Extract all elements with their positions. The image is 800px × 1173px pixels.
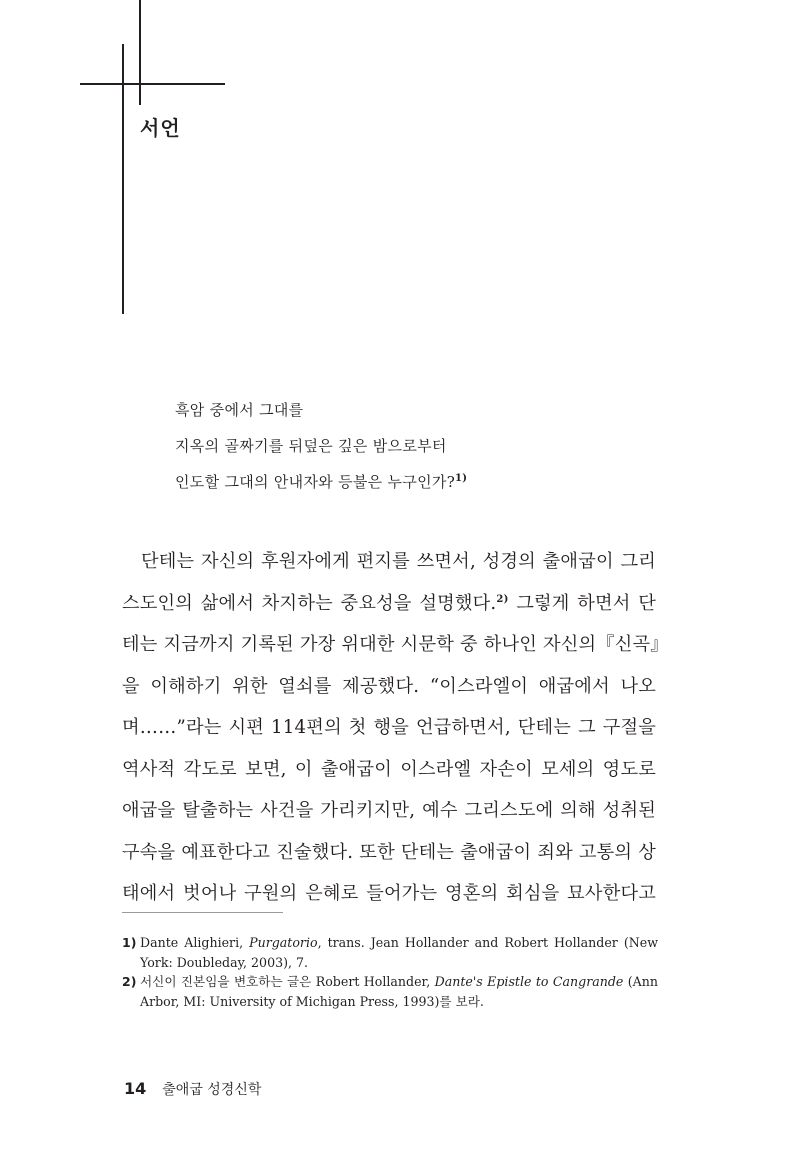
footnote-2: 2) 서신이 진본임을 변호하는 글은 Robert Hollander, Dante's Epistle to Cangrande (Ann Arbor, MI: University of Michigan Press, 1993)를 보라. (122, 972, 658, 1011)
epigraph-line: 흑암 중에서 그대를 (175, 401, 304, 419)
body-line: 역사적 각도로 보면, 이 출애굽이 이스라엘 자손이 모세의 영도로 (122, 758, 656, 780)
body-line: 스도인의 삶에서 차지하는 중요성을 설명했다.$^{2)}$ 그렇게 하면서 단 (122, 592, 656, 614)
footnote-ref[interactable]: 1) (455, 473, 468, 484)
body-line: 테는 지금까지 기록된 가장 위대한 시문학 중 하나인 자신의『신곡』 (122, 634, 669, 655)
footnotes (122, 933, 658, 1011)
chapter-title: 서언 (140, 116, 181, 140)
footnote-1: 1) Dante Alighieri, Purgatorio, trans. Jean Hollander and Robert Hollander (New York: Doubleday, 2003), 7. (122, 933, 658, 972)
body-line: 구속을 예표한다고 진술했다. 또한 단테는 출애굽이 죄와 고통의 상 (122, 841, 656, 863)
running-title: 출애굽 성경신학 (162, 1082, 262, 1098)
body-line: 태에서 벗어나 구원의 은혜로 들어가는 영혼의 회심을 묘사한다고 (122, 883, 656, 904)
epigraph (175, 392, 655, 500)
body-line: 을 이해하기 위한 열쇠를 제공했다. “이스라엘이 애굽에서 나오 (122, 675, 656, 697)
body-line: 며……”라는 시편 114편의 첫 행을 언급하면서, 단테는 그 구절을 (122, 717, 656, 738)
decorative-horizontal-rule (80, 83, 225, 85)
book-title-italic: Dante's Epistle to Cangrande (434, 974, 624, 989)
body-paragraph (122, 541, 669, 915)
footnote-number: 2) (122, 974, 137, 989)
footnote-ref[interactable]: 2) (496, 593, 509, 605)
epigraph-line: 지옥의 골짜기를 뒤덮은 깊은 밤으로부터 (175, 437, 447, 455)
footnote-number: 1) (122, 935, 137, 950)
page-footer (124, 1079, 261, 1100)
body-line: 애굽을 탈출하는 사건을 가리키지만, 예수 그리스도에 의해 성취된 (122, 800, 656, 821)
epigraph-line: 인도할 그대의 안내자와 등불은 누구인가?$^{1)}$ (175, 473, 468, 491)
decorative-vertical-rule-short (139, 0, 141, 105)
body-line: 단테는 자신의 후원자에게 편지를 쓰면서, 성경의 출애굽이 그리 (141, 551, 656, 572)
book-title-italic: Purgatorio (249, 935, 318, 950)
footnote-separator (122, 912, 283, 913)
page-number: 14 (124, 1079, 147, 1098)
